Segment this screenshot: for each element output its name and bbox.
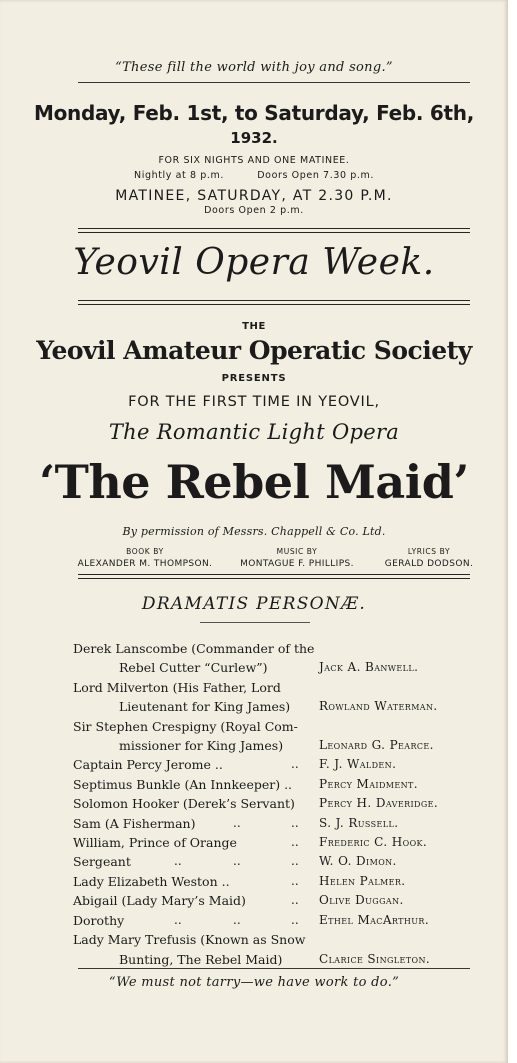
character-line-2: missioner for King James) — [119, 738, 284, 754]
cast-row — [73, 911, 493, 930]
leader-dots: .. — [174, 854, 182, 869]
character-name — [73, 852, 493, 871]
double-rule — [78, 228, 470, 233]
actor-name: Percy H. Daveridge. — [319, 796, 439, 811]
character-name — [73, 911, 493, 930]
permission-line: By permission of Messrs. Chappell & Co. Ltd. — [122, 525, 386, 538]
cast-row — [73, 678, 493, 717]
cast-row — [73, 794, 493, 813]
cast-row — [73, 891, 493, 910]
actor-name: Ethel MacArthur. — [319, 912, 430, 927]
cast-row — [73, 755, 493, 774]
date-range: Monday, Feb. 1st, to Saturday, Feb. 6th, — [33, 101, 475, 125]
credit-lyrics — [370, 547, 488, 569]
society-name: Yeovil Amateur Operatic Society — [36, 336, 472, 365]
first-time-line: FOR THE FIRST TIME IN YEOVIL, — [128, 394, 380, 410]
leader-dots: .. — [233, 854, 241, 869]
matinee-line: MATINEE, SATURDAY, AT 2.30 P.M. — [115, 188, 393, 204]
actor-name: S. J. Russell. — [319, 815, 399, 830]
actor-name: Frederic C. Hook. — [319, 835, 428, 850]
top-quote: “These fill the world with joy and song.” — [115, 60, 393, 75]
cast-row — [73, 775, 493, 794]
double-rule — [78, 300, 470, 305]
leader-dots: .. — [291, 854, 299, 869]
character-name — [73, 775, 493, 794]
character-name — [73, 891, 493, 910]
leader-dots: .. — [291, 835, 299, 850]
credit-name: MONTAGUE F. PHILLIPS. — [240, 559, 354, 569]
nights-line: FOR SIX NIGHTS AND ONE MATINEE. — [158, 155, 350, 166]
character-line: Septimus Bunkle (An Innkeeper) .. — [73, 776, 293, 792]
cast-row — [73, 852, 493, 871]
times-line — [0, 170, 508, 181]
character-line: Sergeant — [73, 854, 131, 870]
actor-name: Olive Duggan. — [319, 893, 404, 908]
leader-dots: .. — [291, 912, 299, 927]
bottom-quote: “We must not tarry—we have work to do.” — [108, 975, 400, 990]
character-line: Captain Percy Jerome .. — [73, 757, 223, 773]
character-line-2: Rebel Cutter “Curlew”) — [119, 660, 268, 676]
actor-name: F. J. Walden. — [319, 757, 397, 772]
character-name — [73, 872, 493, 891]
actor-name: W. O. Dimon. — [319, 854, 397, 869]
credit-role: BOOK BY — [126, 547, 164, 556]
presents-label: PRESENTS — [221, 373, 287, 384]
character-name — [73, 755, 493, 774]
page-edge — [508, 0, 517, 1063]
cast-list — [73, 639, 493, 969]
character-line: Solomon Hooker (Derek’s Servant) — [73, 796, 295, 812]
credit-name: ALEXANDER M. THOMPSON. — [77, 559, 213, 569]
leader-dots: .. — [174, 912, 182, 927]
character-name — [73, 639, 493, 678]
leader-dots: .. — [291, 757, 299, 772]
character-line: Lady Elizabeth Weston .. — [73, 873, 230, 889]
credit-role: LYRICS BY — [407, 547, 451, 556]
character-line: Lord Milverton (His Father, Lord — [73, 679, 281, 695]
opera-title: ‘The Rebel Maid’ — [39, 455, 469, 509]
character-line: Dorothy — [73, 912, 125, 928]
bottom-rule — [78, 968, 470, 969]
cast-row — [73, 639, 493, 678]
genre-line: The Romantic Light Opera — [108, 420, 400, 444]
character-line: Abigail (Lady Mary’s Maid) — [73, 893, 246, 909]
dramatis-heading: DRAMATIS PERSONÆ. — [141, 594, 367, 614]
actor-name: Clarice Singleton. — [319, 951, 431, 966]
credit-book — [70, 547, 220, 569]
actor-name: Leonard G. Pearce. — [319, 738, 434, 753]
cast-row — [73, 872, 493, 891]
actor-name: Percy Maidment. — [319, 776, 418, 791]
character-line: Lady Mary Trefusis (Known as Snow — [73, 932, 306, 948]
credit-music — [222, 547, 372, 569]
doors-nightly: Doors Open 7.30 p.m. — [257, 170, 374, 181]
year: 1932. — [230, 129, 278, 147]
character-name — [73, 833, 493, 852]
double-rule — [78, 574, 470, 579]
character-line: William, Prince of Orange — [73, 835, 237, 851]
actor-name: Jack A. Banwell. — [319, 660, 419, 675]
top-rule — [78, 82, 470, 83]
character-line: Sir Stephen Crespigny (Royal Com- — [73, 718, 298, 734]
credit-role: MUSIC BY — [276, 547, 318, 556]
leader-dots: .. — [233, 815, 241, 830]
doors-matinee: Doors Open 2 p.m. — [204, 205, 304, 216]
character-line: Sam (A Fisherman) — [73, 815, 196, 831]
leader-dots: .. — [291, 893, 299, 908]
actor-name: Rowland Waterman. — [319, 699, 438, 714]
the-label: THE — [242, 321, 266, 332]
nightly-time: Nightly at 8 p.m. — [134, 170, 224, 181]
cast-row — [73, 930, 493, 969]
cast-row — [73, 717, 493, 756]
leader-dots: .. — [233, 912, 241, 927]
cast-row — [73, 814, 493, 833]
character-line: Derek Lanscombe (Commander of the — [73, 641, 315, 656]
credit-name: GERALD DODSON. — [384, 559, 474, 569]
character-line-2: Lieutenant for King James) — [119, 699, 291, 715]
character-name — [73, 814, 493, 833]
festival-title: Yeovil Opera Week. — [73, 242, 435, 283]
character-line-2: Bunting, The Rebel Maid) — [119, 951, 283, 967]
leader-dots: .. — [291, 873, 299, 888]
cast-row — [73, 833, 493, 852]
actor-name: Helen Palmer. — [319, 873, 406, 888]
leader-dots: .. — [291, 815, 299, 830]
short-rule — [200, 622, 310, 623]
